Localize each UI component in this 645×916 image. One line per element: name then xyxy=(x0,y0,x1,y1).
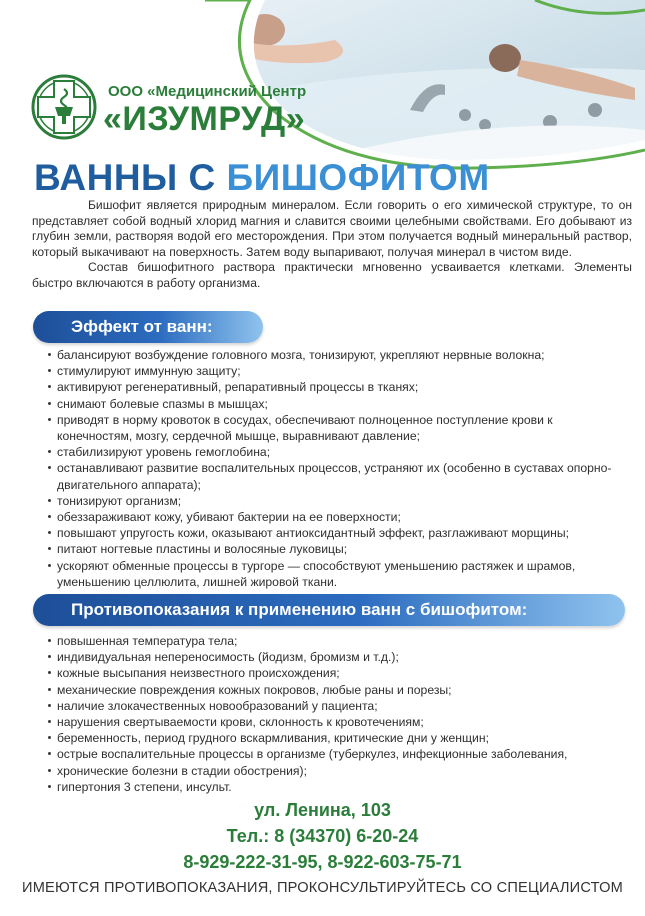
list-item: острые воспалительные процессы в организме (туберкулез, инфекционные заболевания, xyxy=(48,746,618,762)
intro-text xyxy=(32,198,632,292)
contraindications-heading-banner: Противопоказания к применению ванн с бишофитом: xyxy=(33,594,625,626)
company-name-brand: «ИЗУМРУД» xyxy=(103,100,306,138)
title-part-bischofite: БИШОФИТОМ xyxy=(226,157,490,198)
contraindications-list xyxy=(48,633,618,795)
list-item: нарушения свертываемости крови, склонность к кровотечениям; xyxy=(48,714,618,730)
list-item: тонизируют организм; xyxy=(48,493,618,509)
effects-list xyxy=(48,347,618,590)
list-item: повышенная температура тела; xyxy=(48,633,618,649)
list-item: наличие злокачественных новообразований у пациента; xyxy=(48,698,618,714)
list-item: механические повреждения кожных покровов, любые раны и порезы; xyxy=(48,682,618,698)
bowl-of-hygieia-logo-icon xyxy=(30,73,98,141)
list-item: стимулируют иммунную защиту; xyxy=(48,363,618,379)
list-item: приводят в норму кровоток в сосудах, обеспечивают полноценное поступление крови к конечностям, мозгу, сердечной мышце, выравнивают давление; xyxy=(48,412,618,444)
list-item: снимают болевые спазмы в мышцах; xyxy=(48,396,618,412)
phone-text: Тел.: 8 (34370) 6-20-24 xyxy=(226,826,419,846)
disclaimer-footer: ИМЕЮТСЯ ПРОТИВОПОКАЗАНИЯ, ПРОКОНСУЛЬТИРУЙТЕСЬ СО СПЕЦИАЛИСТОМ xyxy=(22,880,623,896)
list-item: стабилизируют уровень гемоглобина; xyxy=(48,444,618,460)
list-item: индивидуальная непереносимость (йодизм, бромизм и т.д.); xyxy=(48,649,618,665)
list-item: обеззараживают кожу, убивают бактерии на ее поверхности; xyxy=(48,509,618,525)
intro-paragraph-2: Состав бишофитного раствора практически мгновенно усваивается клетками. Элементы быстро включаются в работу организма. xyxy=(32,260,632,290)
list-item: питают ногтевые пластины и волосяные луковицы; xyxy=(48,541,618,557)
title-part-baths: ВАННЫ С xyxy=(34,157,227,198)
list-item: гипертония 3 степени, инсульт. xyxy=(48,779,618,795)
list-item: останавливают развитие воспалительных процессов, устраняют их (особенно в суставах опорно-двигательного аппарата); xyxy=(48,460,618,492)
company-name-line1: ООО «Медицинский Центр xyxy=(108,83,307,100)
list-item: повышают упругость кожи, оказывают антиоксидантный эффект, разглаживают морщины; xyxy=(48,525,618,541)
list-item: ускоряют обменные процессы в тургоре — способствуют уменьшению растяжек и шрамов, уменьшению целлюлита, лишней жировой ткани. xyxy=(48,558,618,590)
list-item: балансируют возбуждение головного мозга, тонизируют, укрепляют нервные волокна; xyxy=(48,347,618,363)
intro-paragraph-1: Бишофит является природным минералом. Если говорить о его химической структуре, то он представляет собой водный хлорид магния и славится своими целебными свойствами. Его добывают из глубин земли, растворяя водой его месторождения. При этом получается водный минеральный раствор, который выкачивают на поверхность. Затем воду выпаривают, получая минерал в чистом виде. xyxy=(32,198,632,259)
list-item: активируют регенеративный, репаративный процессы в тканях; xyxy=(48,379,618,395)
list-item: беременность, период грудного вскармливания, критические дни у женщин; xyxy=(48,730,618,746)
page-title xyxy=(34,157,490,199)
list-item: хронические болезни в стадии обострения); xyxy=(48,763,618,779)
effects-heading-banner: Эффект от ванн: xyxy=(33,311,263,343)
list-item: кожные высыпания неизвестного происхождения; xyxy=(48,665,618,681)
address-text: ул. Ленина, 103 xyxy=(254,800,391,820)
mobile-phones-text: 8-929-222-31-95, 8-922-603-75-71 xyxy=(183,852,462,872)
